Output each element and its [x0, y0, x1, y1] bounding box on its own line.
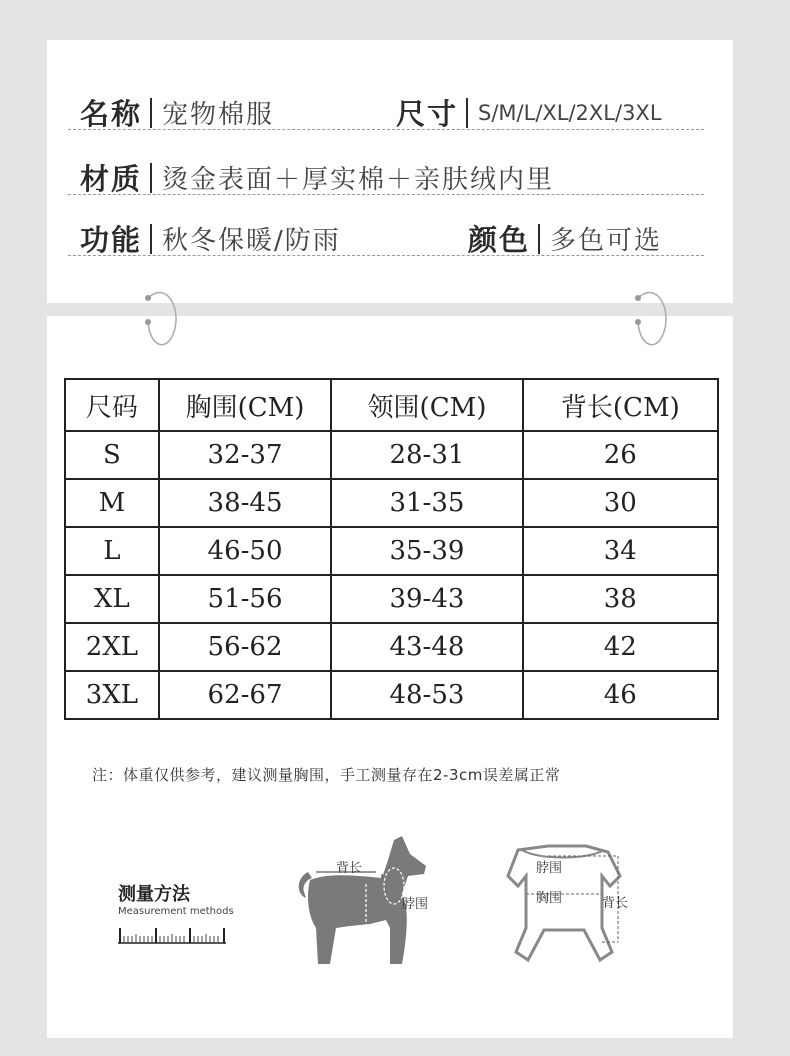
dog-chest-label: 胸围: [336, 932, 363, 947]
cloth-chest-label: 胸围: [536, 891, 563, 906]
table-cell: 38-45: [159, 479, 331, 527]
color-label: 颜色: [468, 223, 531, 257]
table-cell: 30: [523, 479, 718, 527]
size-value: S/M/L/XL/2XL/3XL: [478, 100, 662, 125]
divider: [466, 98, 468, 128]
table-row: [65, 527, 718, 575]
measure-subtitle: Measurement methods: [118, 906, 234, 917]
table-header-row: [65, 379, 718, 431]
function-value: 秋冬保暖/防雨: [162, 226, 341, 256]
table-row: [65, 623, 718, 671]
table-cell: 48-53: [331, 671, 522, 719]
header-cell: 胸围(CM): [159, 379, 331, 431]
table-cell: 46-50: [159, 527, 331, 575]
function-label: 功能: [80, 223, 143, 257]
table-cell: 43-48: [331, 623, 522, 671]
table-cell: 51-56: [159, 575, 331, 623]
size-table: [64, 378, 719, 720]
info-row-function-color: [68, 216, 704, 256]
left-hook-icon: [140, 278, 180, 350]
table-cell: XL: [65, 575, 159, 623]
cloth-back-label: 背长: [602, 896, 629, 911]
divider: [538, 224, 540, 254]
table-cell: M: [65, 479, 159, 527]
table-cell: 39-43: [331, 575, 522, 623]
table-cell: 38: [523, 575, 718, 623]
info-row-name-size: [68, 90, 704, 130]
table-cell: 2XL: [65, 623, 159, 671]
table-cell: 34: [523, 527, 718, 575]
size-label: 尺寸: [396, 97, 459, 131]
table-cell: 35-39: [331, 527, 522, 575]
table-cell: 3XL: [65, 671, 159, 719]
name-label: 名称: [80, 97, 143, 131]
header-cell: 背长(CM): [523, 379, 718, 431]
header-cell: 领围(CM): [331, 379, 522, 431]
ruler-icon: [118, 926, 226, 944]
header-cell: 尺码: [65, 379, 159, 431]
name-value: 宠物棉服: [162, 100, 275, 130]
info-row-material: [68, 155, 704, 195]
color-value: 多色可选: [550, 226, 663, 256]
table-row: [65, 575, 718, 623]
table-cell: 32-37: [159, 431, 331, 479]
table-cell: 26: [523, 431, 718, 479]
measurement-note: 注：体重仅供参考，建议测量胸围，手工测量存在2-3cm误差属正常: [92, 766, 561, 784]
dog-neck-label: 脖围: [402, 897, 429, 912]
divider: [150, 163, 152, 193]
table-cell: 56-62: [159, 623, 331, 671]
table-cell: S: [65, 431, 159, 479]
table-cell: 31-35: [331, 479, 522, 527]
table-row: [65, 479, 718, 527]
divider: [150, 98, 152, 128]
material-value: 烫金表面＋厚实棉＋亲肤绒内里: [162, 165, 555, 195]
right-hook-icon: [630, 278, 670, 350]
dog-back-label: 背长: [336, 861, 363, 876]
measure-title: 测量方法: [118, 884, 190, 905]
table-cell: 42: [523, 623, 718, 671]
table-cell: 28-31: [331, 431, 522, 479]
table-row: [65, 671, 718, 719]
divider: [150, 224, 152, 254]
cloth-neck-label: 脖围: [536, 861, 563, 876]
material-label: 材质: [80, 162, 143, 196]
table-cell: 62-67: [159, 671, 331, 719]
table-cell: L: [65, 527, 159, 575]
table-row: [65, 431, 718, 479]
table-cell: 46: [523, 671, 718, 719]
